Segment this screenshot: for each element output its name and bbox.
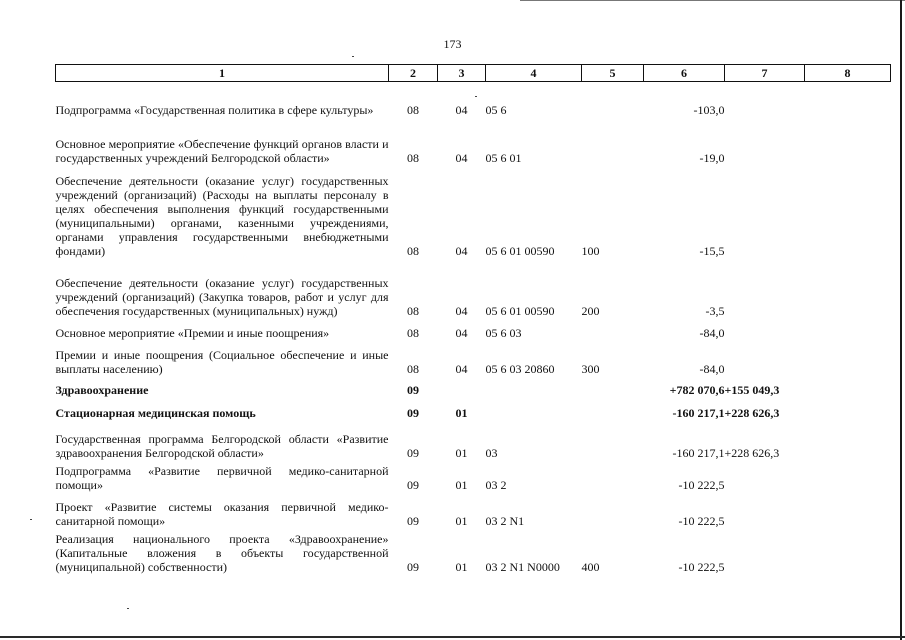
row-cell-c8 <box>805 397 891 420</box>
row-cell-c7: +155 049,3 <box>724 382 780 397</box>
row-cell-c5: 400 <box>581 559 600 574</box>
col-header-1: 1 <box>56 65 389 82</box>
row-cell-c7 <box>725 82 805 117</box>
row-cell-c5 <box>582 420 644 460</box>
row-cell-c5 <box>582 460 644 492</box>
page-number: 173 <box>443 37 462 51</box>
row-description: Основное мероприятие «Премии и иные поощрения» <box>55 325 330 340</box>
row-cell-c7 <box>725 165 805 258</box>
row-cell-c2: 09 <box>407 405 419 420</box>
row-cell-c4: 05 6 01 00590 <box>485 303 555 318</box>
row-cell-c2: 09 <box>407 477 419 492</box>
row-cell-c7 <box>725 117 805 165</box>
row-description: Обеспечение деятельности (оказание услуг) государственных учреждений (организаций) (Расходы на выплаты персоналу в целях обеспечения выполнения функций государственными (муниципальными) органами, казенными учреждениями, органами управления государственными внебюджетными фондами) <box>55 173 389 258</box>
row-cell-c5: 300 <box>581 361 600 376</box>
row-description: Основное мероприятие «Обеспечение функций органов власти и государственных учреждений Белгородской области» <box>55 136 389 165</box>
row-cell-c4: 05 6 03 <box>485 325 522 340</box>
row-cell-c3: 01 <box>455 445 468 460</box>
table-row <box>56 318 891 340</box>
row-cell-c6: -84,0 <box>699 325 725 340</box>
row-cell-c7 <box>725 460 805 492</box>
table-row <box>56 340 891 376</box>
row-cell-c2: 09 <box>407 445 419 460</box>
row-cell-c8 <box>805 258 891 318</box>
row-cell-c2: 08 <box>407 243 419 258</box>
row-cell-c4: 03 2 N1 <box>485 513 525 528</box>
row-cell-c2: 09 <box>407 382 419 397</box>
row-cell-c4: 03 2 <box>485 477 507 492</box>
row-description: Подпрограмма «Государственная политика в сфере культуры» <box>55 102 374 117</box>
row-cell-c3: 04 <box>455 150 468 165</box>
row-cell-c7 <box>725 528 805 574</box>
row-cell-c4: 05 6 01 00590 <box>485 243 555 258</box>
col-header-5: 5 <box>582 65 644 82</box>
row-cell-c3: 04 <box>455 303 468 318</box>
row-cell-c4: 03 2 N1 N0000 <box>485 559 560 574</box>
row-cell-c3: 04 <box>455 102 468 117</box>
col-header-3: 3 <box>438 65 486 82</box>
row-cell-c5: 100 <box>581 243 600 258</box>
table-row <box>56 376 891 397</box>
row-cell-c3: 01 <box>455 405 468 420</box>
row-cell-c8 <box>805 318 891 340</box>
row-cell-c4 <box>486 376 582 397</box>
row-cell-c5 <box>582 117 644 165</box>
row-cell-c7 <box>725 492 805 528</box>
row-cell-c3 <box>438 376 486 397</box>
col-header-8: 8 <box>805 65 891 82</box>
row-cell-c5 <box>582 492 644 528</box>
col-header-2: 2 <box>389 65 438 82</box>
row-cell-c4 <box>486 397 582 420</box>
row-cell-c6: -160 217,1 <box>672 405 725 420</box>
row-cell-c7: +228 626,3 <box>724 405 780 420</box>
row-cell-c2: 08 <box>407 303 419 318</box>
row-cell-c5 <box>582 376 644 397</box>
row-description: Подпрограмма «Развитие первичной медико-санитарной помощи» <box>55 463 389 492</box>
row-cell-c2: 09 <box>407 513 419 528</box>
row-cell-c2: 08 <box>407 361 419 376</box>
row-cell-c7: +228 626,3 <box>724 445 780 460</box>
scan-bottom-edge <box>0 636 905 638</box>
row-cell-c6: -160 217,1 <box>672 445 725 460</box>
row-cell-c6: -10 222,5 <box>678 559 725 574</box>
row-cell-c4: 05 6 03 20860 <box>485 361 555 376</box>
col-header-7: 7 <box>725 65 805 82</box>
row-cell-c6: -103,0 <box>693 102 725 117</box>
row-cell-c3: 01 <box>455 559 468 574</box>
row-description: Реализация национального проекта «Здравоохранение» (Капитальные вложения в объекты государственной (муниципальной) собственности) <box>55 531 389 574</box>
table-row <box>56 420 891 460</box>
row-description: Обеспечение деятельности (оказание услуг) государственных учреждений (организаций) (Закупка товаров, работ и услуг для обеспечения государственных (муниципальных) нужд) <box>55 275 389 318</box>
row-cell-c7 <box>725 318 805 340</box>
row-cell-c3: 01 <box>455 477 468 492</box>
row-description: Здравоохранение <box>55 382 149 397</box>
row-cell-c3: 04 <box>455 325 468 340</box>
row-cell-c8 <box>805 376 891 397</box>
scan-right-edge <box>900 0 902 640</box>
row-cell-c8 <box>805 117 891 165</box>
row-cell-c3: 04 <box>455 243 468 258</box>
row-cell-c4: 05 6 01 <box>485 150 522 165</box>
row-description: Премии и иные поощрения (Социальное обеспечение и иные выплаты населению) <box>55 347 389 376</box>
col-header-4: 4 <box>486 65 582 82</box>
row-cell-c2: 08 <box>407 325 419 340</box>
row-cell-c2: 09 <box>407 559 419 574</box>
row-cell-c8 <box>805 82 891 117</box>
table-row <box>56 492 891 528</box>
scan-speck <box>352 56 354 57</box>
row-cell-c7 <box>725 340 805 376</box>
table-row <box>56 397 891 420</box>
col-header-6: 6 <box>644 65 725 82</box>
table-row <box>56 165 891 258</box>
row-cell-c2: 08 <box>407 102 419 117</box>
row-cell-c6: -10 222,5 <box>678 477 725 492</box>
row-cell-c2: 08 <box>407 150 419 165</box>
row-cell-c3: 04 <box>455 361 468 376</box>
scan-speck <box>30 519 32 520</box>
row-cell-c6: -84,0 <box>699 361 725 376</box>
row-cell-c6: -10 222,5 <box>678 513 725 528</box>
table-row <box>56 528 891 574</box>
row-cell-c8 <box>805 492 891 528</box>
row-cell-c8 <box>805 340 891 376</box>
row-cell-c5 <box>582 397 644 420</box>
row-cell-c8 <box>805 420 891 460</box>
table-row <box>56 82 891 117</box>
row-cell-c4: 05 6 <box>485 102 507 117</box>
row-cell-c3: 01 <box>455 513 468 528</box>
row-cell-c5 <box>582 318 644 340</box>
row-description: Государственная программа Белгородской области «Развитие здравоохранения Белгородской области» <box>55 431 389 460</box>
table-header-row <box>56 65 891 82</box>
row-cell-c5: 200 <box>581 303 600 318</box>
scan-speck <box>127 608 129 609</box>
row-cell-c6: -3,5 <box>705 303 725 318</box>
table-row <box>56 258 891 318</box>
row-description: Стационарная медицинская помощь <box>55 405 256 420</box>
scan-top-edge <box>520 0 905 1</box>
row-cell-c8 <box>805 165 891 258</box>
scan-speck <box>475 96 477 97</box>
row-cell-c8 <box>805 460 891 492</box>
row-cell-c6: -19,0 <box>699 150 725 165</box>
table-row <box>56 460 891 492</box>
row-cell-c6: -15,5 <box>699 243 725 258</box>
budget-table <box>55 64 891 574</box>
row-description: Проект «Развитие системы оказания первичной медико-санитарной помощи» <box>55 499 389 528</box>
table-row <box>56 117 891 165</box>
row-cell-c7 <box>725 258 805 318</box>
row-cell-c8 <box>805 528 891 574</box>
row-cell-c6: +782 070,6 <box>669 382 725 397</box>
row-cell-c4: 03 <box>485 445 498 460</box>
row-cell-c5 <box>582 82 644 117</box>
